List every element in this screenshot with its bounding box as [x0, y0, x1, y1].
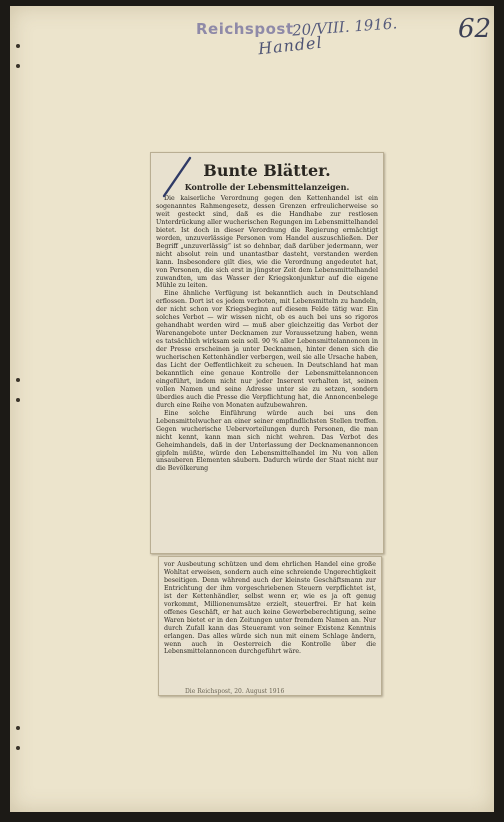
- pen-mark: [160, 156, 194, 200]
- page-number: 62: [458, 14, 492, 44]
- clipping-footer-fragment: Die Reichspost, 20. August 1916: [185, 688, 285, 695]
- clipping-continuation: [158, 556, 382, 696]
- handwritten-category: Handel: [257, 32, 324, 59]
- article-paragraph: Die kaiserliche Verordnung gegen den Kettenhandel ist ein sogenanntes Rahmengesetz, dessen Grenzen erfreulicherweise so weit gesteckt sind, daß es die Handhabe zur restlosen Unterdrückung aller wucherischen Regungen im Lebensmittelhandel bietet. Ist doch in dieser Verordnung die Regierung ermächtigt worden, unzuverlässige Personen vom Handel auszuschließen. Der Begriff „unzuverlässig“ ist so dehnbar, daß darüber jedermann, wer nicht absolut rein und unantastbar dasteht, verstanden werden kann. Insbesondere gilt dies, wie die Verordnung angedeutet hat, von Personen, die sich erst in jüngster Zeit dem Lebensmittelhandel zuwandten, um das Wasser der Kriegskonjunktur auf die eigene Mühle zu leiten.: [156, 195, 378, 290]
- archive-sheet: [10, 6, 494, 812]
- clipping-main: [150, 152, 384, 554]
- binding-hole: [16, 726, 20, 730]
- binding-hole: [16, 746, 20, 750]
- binding-hole: [16, 64, 20, 68]
- handwritten-date: 20/VIII. 1916.: [291, 14, 398, 40]
- article-paragraph: vor Ausbeutung schützen und dem ehrlichen Handel eine große Wohltat erweisen, sondern auch eine schreiende Ungerechtigkeit beseitigen. Denn während auch der kleinste Geschäftsmann zur Entrichtung der ihm vorgeschriebenen Steuern verpflichtet ist, ist der Kettenhändler, selbst wenn er, wie es ja oft genug vorkommt, Millionenumsätze erzielt, steuerfrei. Er hat kein offenes Geschäft, er hat auch keine Gewerbeberechtigung, seine Waren bietet er in den Zeitungen unter fremdem Namen an. Nur durch Zufall kann das Steueramt von seiner Existenz Kenntnis erlangen. Das alles würde sich nun mit einem Schlage ändern, wenn auch in Oesterreich die Kontrolle über die Lebensmittelannoncen durchgeführt wäre.: [164, 561, 376, 656]
- article-paragraph: Eine solche Einführung würde auch bei uns den Lebensmittelwucher an einer seiner empfindlichsten Stellen treffen. Gegen wucherische Uebervorteilungen durch Personen, die man nicht kennt, kann man sich nicht wehren. Das Verbot des Geheimhandels, daß in der Unterlassung der Decknamenannoncen gipfeln müßte, würde den Lebensmittelhandel im Nu von allen unsauberen Elementen säubern. Dadurch würde der Staat nicht nur die Bevölkerung: [156, 409, 378, 473]
- binding-hole: [16, 44, 20, 48]
- article-paragraph: Eine ähnliche Verfügung ist bekanntlich auch in Deutschland erflossen. Dort ist es jedem verboten, mit Lebensmitteln zu handeln, der nicht schon vor Kriegsbeginn auf diesem Felde tätig war. Ein solches Verbot — wir wissen nicht, ob es auch bei uns so rigoros gehandhabt werden wird — muß aber gleichzeitig das Verbot der Warenangebote unter Decknamen zur Voraussetzung haben, wenn es tatsächlich wirksam sein soll. 90 % aller Lebensmittelannoncen in der Presse erscheinen ja unter Decknamen, hinter denen sich die wucherischen Kettenhändler verbergen, weil sie alle Ursache haben, das Licht der Oeffentlichkeit zu scheuen. In Deutschland hat man bekanntlich eine genaue Kontrolle der Lebensmittelannoncen eingeführt, indem nicht nur jeder Inserent verhalten ist, seinen vollen Namen und seine Adresse unter sie zu setzen, sondern überdies auch die Presse die Verpflichtung hat, die Annoncenbelege durch eine Reihe von Monaten aufzubewahren.: [156, 290, 378, 409]
- binding-hole: [16, 398, 20, 402]
- clipping-title: Bunte Blätter.: [203, 161, 331, 180]
- clipping-subtitle: Kontrolle der Lebensmittelanzeigen.: [184, 182, 350, 192]
- binding-hole: [16, 378, 20, 382]
- newspaper-stamp: Reichspost: [196, 20, 294, 38]
